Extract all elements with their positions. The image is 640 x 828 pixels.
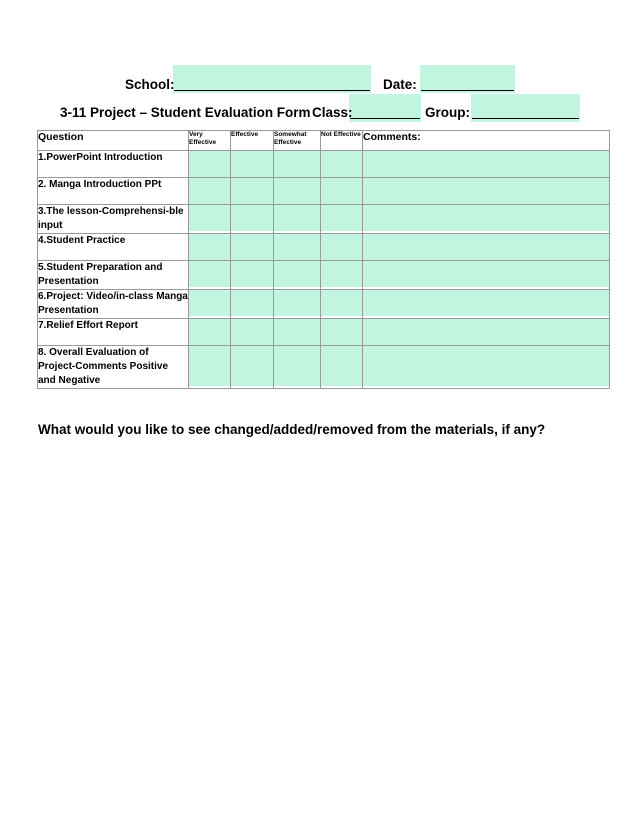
table-row (38, 261, 610, 290)
school-field-highlight (173, 65, 371, 93)
somewhat-effective-cell[interactable] (274, 261, 321, 290)
effective-cell[interactable] (231, 151, 274, 178)
somewhat-effective-cell[interactable] (274, 205, 321, 234)
effective-cell[interactable] (231, 319, 274, 346)
table-row (38, 205, 610, 234)
table-row (38, 234, 610, 261)
table-header-row (38, 131, 610, 151)
somewhat-effective-cell[interactable] (274, 290, 321, 319)
row-question: 4.Student Practice (38, 234, 189, 261)
comments-cell[interactable] (363, 346, 610, 389)
somewhat-effective-cell[interactable] (274, 151, 321, 178)
class-input[interactable] (350, 118, 420, 119)
form-title: 3-11 Project – Student Evaluation Form (60, 105, 311, 120)
table-row (38, 346, 610, 389)
very-effective-cell[interactable] (189, 234, 231, 261)
comments-cell[interactable] (363, 234, 610, 261)
not-effective-column-header: Not Effective (321, 131, 363, 151)
comments-cell[interactable] (363, 290, 610, 319)
row-question: 1.PowerPoint Introduction (38, 151, 189, 178)
not-effective-cell[interactable] (321, 346, 363, 389)
somewhat-effective-cell[interactable] (274, 178, 321, 205)
very-effective-cell[interactable] (189, 290, 231, 319)
group-input[interactable] (472, 118, 579, 119)
comments-cell[interactable] (363, 205, 610, 234)
comments-cell[interactable] (363, 178, 610, 205)
date-label: Date: (383, 77, 417, 92)
date-field-highlight (420, 65, 515, 93)
evaluation-table (37, 130, 610, 389)
not-effective-cell[interactable] (321, 151, 363, 178)
comments-cell[interactable] (363, 261, 610, 290)
table-row (38, 151, 610, 178)
very-effective-cell[interactable] (189, 319, 231, 346)
not-effective-cell[interactable] (321, 290, 363, 319)
group-label: Group: (425, 105, 470, 120)
row-question: 8. Overall Evaluation of Project-Comments Positive and Negative (38, 346, 189, 389)
row-question: 6.Project: Video/in-class Manga Presentation (38, 290, 189, 319)
comments-cell[interactable] (363, 319, 610, 346)
effective-cell[interactable] (231, 261, 274, 290)
row-question: 7.Relief Effort Report (38, 319, 189, 346)
somewhat-effective-cell[interactable] (274, 346, 321, 389)
class-label: Class: (312, 105, 353, 120)
effective-cell[interactable] (231, 234, 274, 261)
very-effective-cell[interactable] (189, 178, 231, 205)
school-label: School: (125, 77, 175, 92)
school-input[interactable] (174, 90, 370, 91)
effective-cell[interactable] (231, 178, 274, 205)
comments-cell[interactable] (363, 151, 610, 178)
row-question: 2. Manga Introduction PPt (38, 178, 189, 205)
somewhat-effective-column-header: Somewhat Effective (274, 131, 321, 151)
somewhat-effective-cell[interactable] (274, 319, 321, 346)
very-effective-column-header: Very Effective (189, 131, 231, 151)
very-effective-cell[interactable] (189, 205, 231, 234)
not-effective-cell[interactable] (321, 261, 363, 290)
effective-column-header: Effective (231, 131, 274, 151)
not-effective-cell[interactable] (321, 178, 363, 205)
somewhat-effective-cell[interactable] (274, 234, 321, 261)
question-column-header: Question (38, 131, 189, 151)
row-question: 3.The lesson-Comprehensi-ble input (38, 205, 189, 234)
date-input[interactable] (421, 90, 514, 91)
effective-cell[interactable] (231, 346, 274, 389)
very-effective-cell[interactable] (189, 151, 231, 178)
not-effective-cell[interactable] (321, 319, 363, 346)
materials-feedback-question: What would you like to see changed/added/removed from the materials, if any? (38, 422, 546, 437)
row-question: 5.Student Preparation and Presentation (38, 261, 189, 290)
effective-cell[interactable] (231, 290, 274, 319)
very-effective-cell[interactable] (189, 346, 231, 389)
table-row (38, 290, 610, 319)
table-row (38, 178, 610, 205)
effective-cell[interactable] (231, 205, 274, 234)
not-effective-cell[interactable] (321, 234, 363, 261)
not-effective-cell[interactable] (321, 205, 363, 234)
very-effective-cell[interactable] (189, 261, 231, 290)
table-row (38, 319, 610, 346)
comments-column-header: Comments: (363, 131, 610, 151)
